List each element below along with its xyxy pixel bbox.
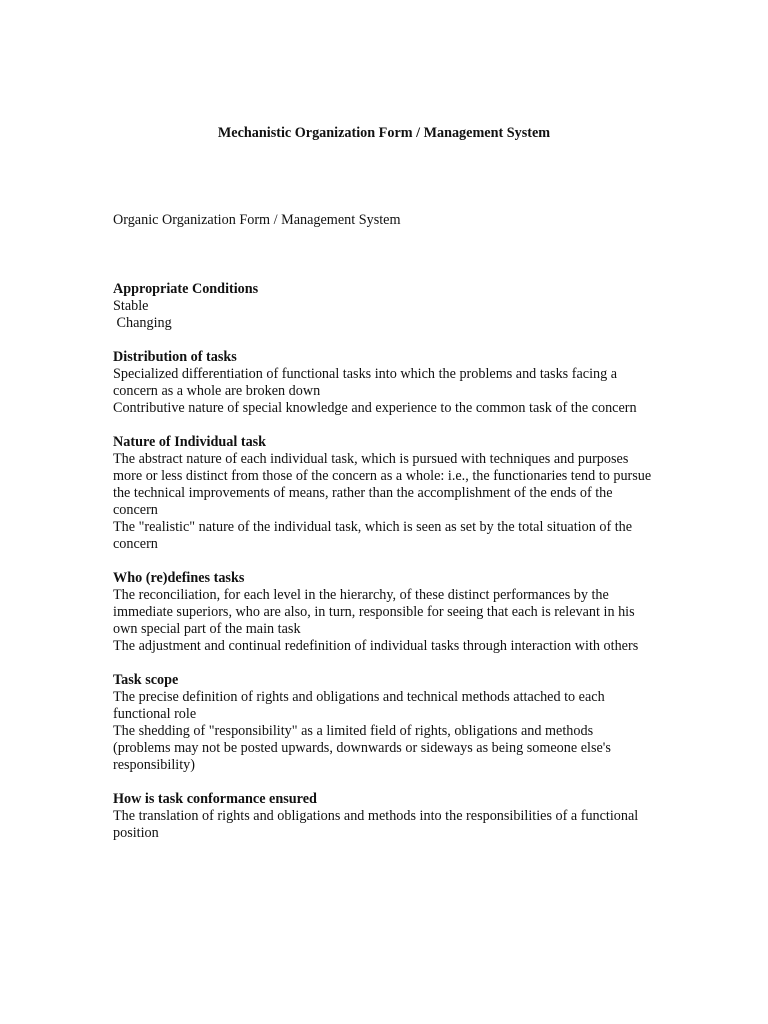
section-distribution-of-tasks — [113, 349, 653, 417]
section-heading: Nature of Individual task — [113, 434, 267, 450]
section-line: The adjustment and continual redefinition of individual tasks through interaction with others — [113, 638, 639, 654]
section-line: Contributive nature of special knowledge and experience to the common task of the concern — [113, 400, 637, 416]
section-heading: Appropriate Conditions — [113, 281, 259, 297]
section-heading: Who (re)defines tasks — [113, 570, 245, 586]
section-line: The precise definition of rights and obligations and technical methods attached to each functional role — [113, 689, 609, 722]
section-appropriate-conditions — [113, 281, 653, 332]
section-heading: How is task conformance ensured — [113, 791, 317, 807]
document-body — [113, 281, 653, 859]
section-nature-of-individual-task — [113, 434, 653, 553]
section-who-redefines-tasks — [113, 570, 653, 655]
section-task-scope — [113, 672, 653, 774]
document-title: Mechanistic Organization Form / Management System — [217, 125, 551, 141]
section-line: Stable — [113, 298, 149, 314]
document-subtitle: Organic Organization Form / Management System — [113, 212, 401, 228]
section-line: Changing — [113, 315, 172, 331]
section-line: The shedding of "responsibility" as a limited field of rights, obligations and methods (problems may not be posted upwards, downwards or sideways as being someone else's responsibility) — [113, 723, 615, 773]
section-line: The reconciliation, for each level in the hierarchy, of these distinct performances by the immediate superiors, who are also, in turn, responsible for seeing that each is relevant in his own special part of the main task — [113, 587, 639, 637]
section-heading: Distribution of tasks — [113, 349, 237, 365]
section-heading: Task scope — [113, 672, 179, 688]
section-task-conformance — [113, 791, 653, 842]
section-line: Specialized differentiation of functional tasks into which the problems and tasks facing a concern as a whole are broken down — [113, 366, 621, 399]
section-line: The abstract nature of each individual task, which is pursued with techniques and purposes more or less distinct from those of the concern as a whole: i.e., the functionaries tend to pursue the technical improvements of means, rather than the accomplishment of the ends of the concern — [113, 451, 655, 518]
section-line: The translation of rights and obligations and methods into the responsibilities of a functional position — [113, 808, 642, 841]
section-line: The "realistic" nature of the individual task, which is seen as set by the total situation of the concern — [113, 519, 636, 552]
